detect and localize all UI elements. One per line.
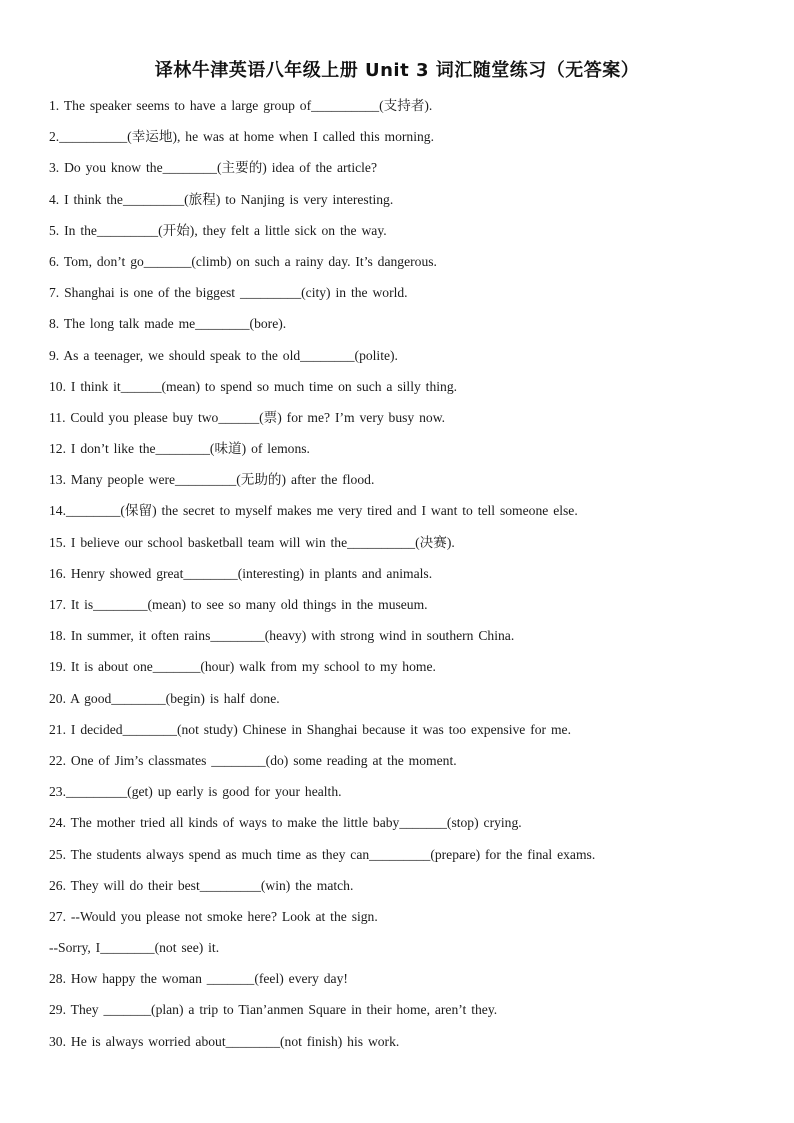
question-line: 18. In summer, it often rains________(heavy) with strong wind in southern China. <box>49 628 515 644</box>
question-line: 19. It is about one_______(hour) walk from my school to my home. <box>49 659 436 675</box>
answer-line: --Sorry, I________(not see) it. <box>49 940 220 956</box>
question-line: 3. Do you know the________(主要的) idea of the article? <box>49 160 377 176</box>
question-line: 21. I decided________(not study) Chinese in Shanghai because it was too expensive for me. <box>49 721 571 737</box>
question-line: 10. I think it______(mean) to spend so much time on such a silly thing. <box>49 378 458 394</box>
question-list <box>49 93 769 1060</box>
question-line: 16. Henry showed great________(interesting) in plants and animals. <box>49 565 433 581</box>
question-line: 2.__________(幸运地), he was at home when I called this morning. <box>49 129 434 145</box>
question-line: 6. Tom, don’t go_______(climb) on such a rainy day. It’s dangerous. <box>49 253 437 269</box>
question-line: 9. As a teenager, we should speak to the old________(polite). <box>49 347 398 363</box>
question-line: 23._________(get) up early is good for your health. <box>49 784 342 800</box>
question-line: 20. A good________(begin) is half done. <box>49 690 280 706</box>
question-line: 28. How happy the woman _______(feel) every day! <box>49 971 348 987</box>
question-line: 13. Many people were_________(无助的) after the flood. <box>49 472 375 488</box>
question-line: 12. I don’t like the________(味道) of lemons. <box>49 441 310 457</box>
question-line: 25. The students always spend as much time as they can_________(prepare) for the final exams. <box>49 846 596 862</box>
question-line: 1. The speaker seems to have a large group of__________(支持者). <box>49 98 433 113</box>
question-line: 30. He is always worried about________(not finish) his work. <box>49 1033 400 1049</box>
question-line: 27. --Would you please not smoke here? Look at the sign. <box>49 908 378 924</box>
question-line: 24. The mother tried all kinds of ways to make the little baby_______(stop) crying. <box>49 815 522 831</box>
question-line: 26. They will do their best_________(win) the match. <box>49 877 354 893</box>
question-line: 29. They _______(plan) a trip to Tian’anmen Square in their home, aren’t they. <box>49 1002 498 1018</box>
question-line: 22. One of Jim’s classmates ________(do) some reading at the moment. <box>49 752 457 768</box>
page-title: 译林牛津英语八年级上册 Unit 3 词汇随堂练习（无答案） <box>154 60 640 81</box>
question-line: 15. I believe our school basketball team will win the__________(决赛). <box>49 534 455 550</box>
question-line: 7. Shanghai is one of the biggest _________(city) in the world. <box>49 285 408 301</box>
question-line: 17. It is________(mean) to see so many old things in the museum. <box>49 597 428 612</box>
question-line: 5. In the_________(开始), they felt a little sick on the way. <box>49 222 387 238</box>
question-line: 14.________(保留) the secret to myself makes me very tired and I want to tell someone else. <box>49 503 578 519</box>
question-line: 11. Could you please buy two______(票) for me? I’m very busy now. <box>49 409 446 425</box>
question-line: 8. The long talk made me________(bore). <box>49 316 287 332</box>
question-line: 4. I think the_________(旅程) to Nanjing is very interesting. <box>49 191 394 207</box>
